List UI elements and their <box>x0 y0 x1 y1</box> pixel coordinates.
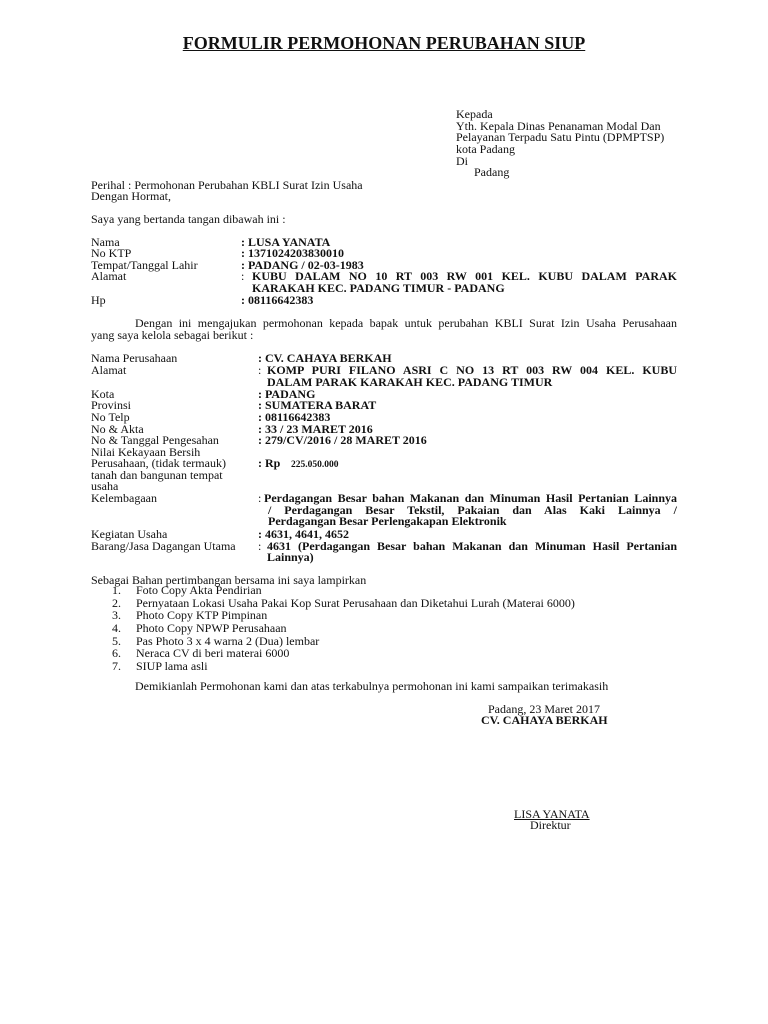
field-value: KUBU DALAM NO 10 RT 003 RW 001 KEL. KUBU DALAM PARAK <box>252 269 677 283</box>
field-colon: : <box>241 269 245 283</box>
signer-title: Direktur <box>530 818 571 832</box>
field-value: Perdagangan Besar Perlengakapan Elektronik <box>268 514 507 528</box>
list-item-number: 2. <box>112 595 121 610</box>
request-paragraph-line: Dengan ini mengajukan permohonan kepada bapak untuk perubahan KBLI Surat Izin Usaha Perusahaan <box>135 316 677 330</box>
field-value: : PADANG / 02-03-1983 <box>241 258 364 272</box>
field-value: 225.050.000 <box>291 460 339 470</box>
document-title: FORMULIR PERMOHONAN PERUBAHAN SIUP <box>182 33 586 53</box>
recipient-line: kota Padang <box>456 142 515 156</box>
signer-name: LISA YANATA <box>514 807 590 821</box>
field-value: : 08116642383 <box>241 293 314 307</box>
field-value: Lainnya) <box>267 550 314 564</box>
field-label: Alamat <box>91 363 127 377</box>
list-item-number: 3. <box>112 608 121 623</box>
field-label: usaha <box>91 479 119 493</box>
list-item-text: SIUP lama asli <box>136 659 208 674</box>
list-item-text: Pernyataan Lokasi Usaha Pakai Kop Surat Perusahaan dan Diketahui Lurah (Materai 6000) <box>136 595 575 610</box>
request-paragraph-line: yang saya kelola sebagai berikut : <box>91 328 254 342</box>
greeting: Dengan Hormat, <box>91 189 171 203</box>
field-value: : SUMATERA BARAT <box>258 398 377 412</box>
list-item-text: Neraca CV di beri materai 6000 <box>136 646 290 661</box>
field-label: Provinsi <box>91 398 132 412</box>
list-item <box>112 660 575 673</box>
field-value: : 4631, 4641, 4652 <box>258 527 349 541</box>
perihal: Perihal : Permohonan Perubahan KBLI Surat Izin Usaha <box>91 178 363 192</box>
field-label: Kegiatan Usaha <box>91 527 168 541</box>
field-colon: : <box>258 491 262 505</box>
signature-company: CV. CAHAYA BERKAH <box>481 713 608 727</box>
field-label: Barang/Jasa Dagangan Utama <box>91 539 236 553</box>
field-label: Perusahaan, (tidak termauk) <box>91 456 226 470</box>
field-colon: : <box>258 363 262 377</box>
field-value-prefix: : Rp <box>258 456 281 470</box>
list-item-text: Photo Copy KTP Pimpinan <box>136 608 268 623</box>
list-item-text: Photo Copy NPWP Perusahaan <box>136 621 287 636</box>
field-colon: : <box>258 539 262 553</box>
list-item-number: 4. <box>112 621 121 636</box>
field-label: Hp <box>91 293 106 307</box>
field-value: DALAM PARAK KARAKAH KEC. PADANG TIMUR <box>267 375 553 389</box>
field-label: Nama Perusahaan <box>91 351 178 365</box>
field-label: Nilai Kekayaan Bersih <box>91 445 201 459</box>
recipient-line: Di <box>456 154 468 168</box>
field-label: tanah dan bangunan tempat <box>91 468 223 482</box>
field-value: Perdagangan Besar bahan Makanan dan Minuman Hasil Pertanian Lainnya <box>264 491 677 505</box>
field-label: No Telp <box>91 410 130 424</box>
recipient-line: Yth. Kepala Dinas Penanaman Modal Dan <box>456 119 661 133</box>
field-value: : 08116642383 <box>258 410 331 424</box>
closing-statement: Demikianlah Permohonan kami dan atas terkabulnya permohonan ini kami sampaikan terimakasih <box>135 679 609 693</box>
recipient-line: Padang <box>474 165 510 179</box>
attachments-list <box>112 584 575 673</box>
list-item-number: 7. <box>112 659 121 674</box>
field-value: / Perdagangan Besar Tekstil, Pakaian dan Alas Kaki Lainnya / <box>268 503 677 517</box>
field-value: : 1371024203830010 <box>241 246 344 260</box>
list-item-text: Foto Copy Akta Pendirian <box>136 583 262 597</box>
field-value: : 279/CV/2016 / 28 MARET 2016 <box>258 433 427 447</box>
field-label: No & Akta <box>91 422 144 436</box>
field-value: : PADANG <box>258 387 316 401</box>
field-label: Nama <box>91 235 120 249</box>
field-label: Kelembagaan <box>91 491 157 505</box>
list-item-number: 6. <box>112 646 121 661</box>
field-label: Tempat/Tanggal Lahir <box>91 258 198 272</box>
field-value: 4631 (Perdagangan Besar bahan Makanan dan Minuman Hasil Pertanian <box>267 539 677 553</box>
list-item-number: 1. <box>112 583 121 597</box>
field-label: Alamat <box>91 269 127 283</box>
field-label: Kota <box>91 387 115 401</box>
recipient-line: Kepada <box>456 107 493 121</box>
field-label: No & Tanggal Pengesahan <box>91 433 219 447</box>
field-value: KOMP PURI FILANO ASRI C NO 13 RT 003 RW 004 KEL. KUBU <box>267 363 677 377</box>
recipient-line: Pelayanan Terpadu Satu Pintu (DPMPTSP) <box>456 130 665 144</box>
field-value: : CV. CAHAYA BERKAH <box>258 351 392 365</box>
field-value: : LUSA YANATA <box>241 235 331 249</box>
field-value: : 33 / 23 MARET 2016 <box>258 422 373 436</box>
list-item-text: Pas Photo 3 x 4 warna 2 (Dua) lembar <box>136 633 320 648</box>
intro-statement: Saya yang bertanda tangan dibawah ini : <box>91 212 286 226</box>
list-item-number: 5. <box>112 633 121 648</box>
attachments-intro: Sebagai Bahan pertimbangan bersama ini saya lampirkan <box>91 573 367 587</box>
place-date: Padang, 23 Maret 2017 <box>488 702 600 716</box>
field-value: KARAKAH KEC. PADANG TIMUR - PADANG <box>252 281 505 295</box>
field-label: No KTP <box>91 246 132 260</box>
